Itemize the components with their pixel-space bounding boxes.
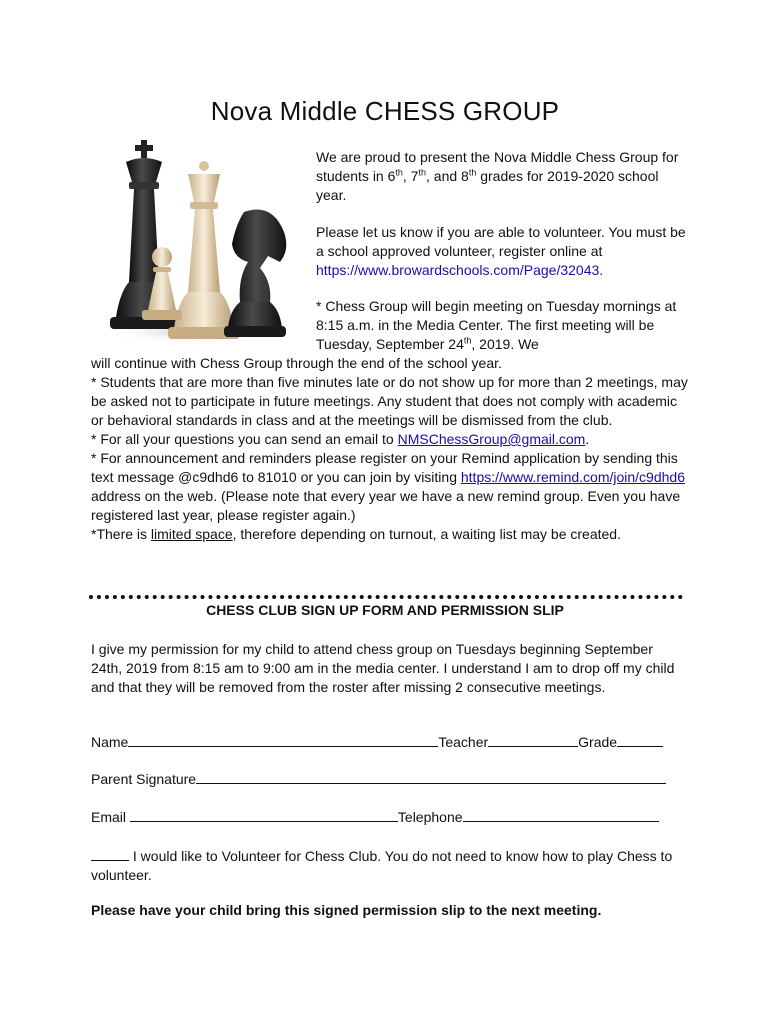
email-link[interactable]: NMSChessGroup@gmail.com — [397, 431, 586, 447]
page-title: Nova Middle CHESS GROUP — [210, 96, 560, 126]
form-heading: CHESS CLUB SIGN UP FORM AND PERMISSION SLIP — [206, 602, 564, 618]
remind-link[interactable]: https://www.remind.com/join/c9dhd6 — [460, 469, 685, 485]
final-note: Please have your child bring this signed permission slip to the next meeting. — [91, 902, 602, 918]
black-knight-icon — [224, 210, 286, 338]
teacher-field[interactable] — [488, 734, 578, 747]
rules-late-policy: * Students that are more than five minutes late or do not show up for more than 2 meetings, may be asked not to participate in future meetings. Any student that does not comply with academic or behavioral standards in class and at the meetings will be dismissed from the club. — [91, 374, 688, 428]
email-row: Email Telephone — [91, 809, 659, 825]
name-field[interactable] — [128, 734, 438, 747]
rules-limited-space: *There is limited space, therefore depending on turnout, a waiting list may be created. — [91, 526, 621, 542]
rules-remind: * For announcement and reminders please register on your Remind application by sending this text message @c9dhd6 to 81010 or you can join by visiting https://www.remind.com/join/c9dhd6 address on the web. (Please note that every year we have a new remind group. Even you have registered last year, please register again.) — [91, 450, 685, 523]
broward-link[interactable]: https://www.browardschools.com/Page/32043. — [316, 262, 604, 278]
volunteer-checkbox-line[interactable] — [91, 848, 129, 861]
intro-paragraph: We are proud to present the Nova Middle Chess Group for students in 6th, 7th, and 8th grades for 2019-2020 school year. — [316, 149, 679, 203]
chess-pieces-icon — [96, 132, 296, 347]
volunteer-row: I would like to Volunteer for Chess Club. You do not need to know how to play Chess to volunteer. — [91, 848, 673, 883]
rules-section — [91, 354, 691, 544]
parent-signature-field[interactable] — [196, 771, 666, 784]
name-row: Name Teacher Grade — [91, 734, 663, 750]
permission-text: I give my permission for my child to attend chess group on Tuesdays beginning September 24th, 2019 from 8:15 am to 9:00 am in the media center. I understand I am to drop off my child and that they will be removed from the roster after missing 2 consecutive meetings. — [91, 641, 675, 695]
volunteer-info-paragraph: Please let us know if you are able to volunteer. You must be a school approved volunteer, register online at https://www.browardschools.com/Page/32043. — [316, 224, 686, 278]
grade-field[interactable] — [617, 734, 663, 747]
parent-signature-row: Parent Signature — [91, 771, 666, 787]
rules-email: * For all your questions you can send an email to NMSChessGroup@gmail.com. — [91, 431, 590, 447]
email-field[interactable] — [130, 809, 398, 822]
meeting-info-paragraph: * Chess Group will begin meeting on Tuesday mornings at 8:15 a.m. in the Media Center. The first meeting will be Tuesday, September 24th, 2019. We — [316, 298, 677, 352]
section-divider — [89, 595, 683, 599]
telephone-field[interactable] — [463, 809, 659, 822]
rules-line-continuation: will continue with Chess Group through the end of the school year. — [91, 355, 502, 371]
